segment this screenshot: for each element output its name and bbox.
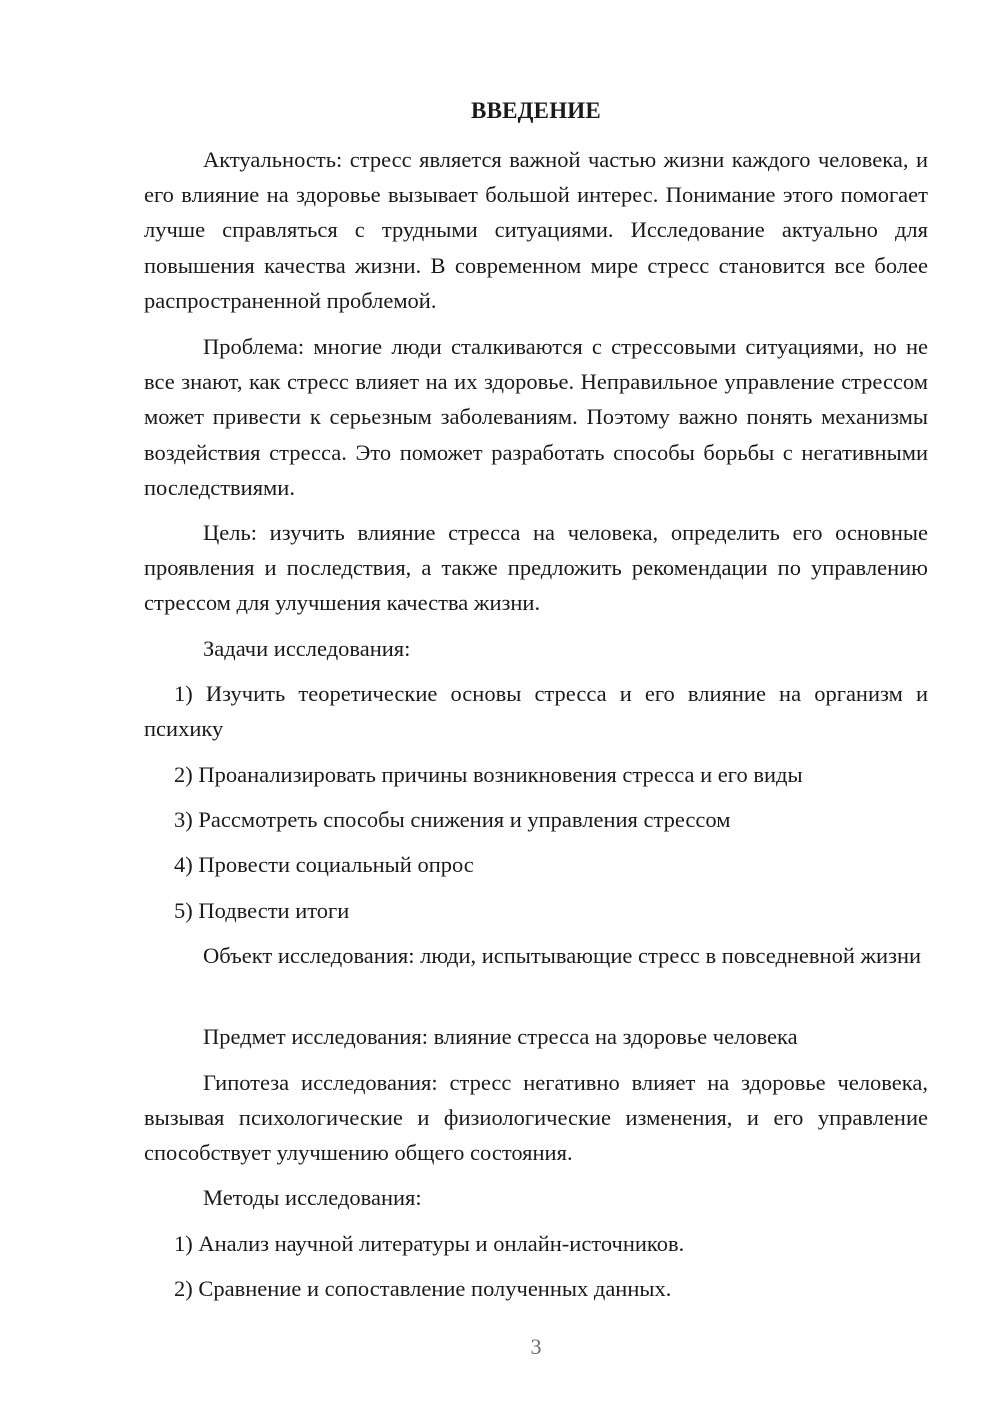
task-item-3: 3) Рассмотреть способы снижения и управления стрессом <box>174 807 731 832</box>
task-item-5: 5) Подвести итоги <box>174 898 350 923</box>
section-heading: ВВЕДЕНИЕ <box>471 98 601 123</box>
relevance-paragraph: Актуальность: стресс является важной частью жизни каждого человека, и его влияние на здоровье вызывает большой интерес. Понимание этого помогает лучше справляться с трудными ситуациями. Исследование актуально для повышения качества жизни. В современном мире стресс становится все более распространенной проблемой. <box>144 147 928 313</box>
task-item-4: 4) Провести социальный опрос <box>174 852 474 877</box>
task-item-2: 2) Проанализировать причины возникновения стресса и его виды <box>174 762 803 787</box>
method-item-1: 1) Анализ научной литературы и онлайн-источников. <box>174 1231 685 1256</box>
subject-paragraph: Предмет исследования: влияние стресса на здоровье человека <box>203 1024 798 1049</box>
method-item-2: 2) Сравнение и сопоставление полученных данных. <box>174 1276 672 1301</box>
page-number: 3 <box>530 1334 542 1359</box>
object-paragraph: Объект исследования: люди, испытывающие стресс в повседневной жизни <box>203 943 922 968</box>
task-item-1: 1) Изучить теоретические основы стресса и его влияние на организм и психику <box>144 681 928 742</box>
tasks-title: Задачи исследования: <box>203 636 411 661</box>
problem-paragraph: Проблема: многие люди сталкиваются с стрессовыми ситуациями, но не все знают, как стресс влияет на их здоровье. Неправильное управление стрессом может привести к серьезным заболеваниям. Поэтому важно понять механизмы воздействия стресса. Это поможет разработать способы борьбы с негативными последствиями. <box>144 334 928 500</box>
goal-paragraph: Цель: изучить влияние стресса на человека, определить его основные проявления и последствия, а также предложить рекомендации по управлению стрессом для улучшения качества жизни. <box>144 520 928 616</box>
hypothesis-paragraph: Гипотеза исследования: стресс негативно влияет на здоровье человека, вызывая психологические и физиологические изменения, и его управление способствует улучшению общего состояния. <box>144 1070 928 1166</box>
methods-title: Методы исследования: <box>203 1185 422 1210</box>
